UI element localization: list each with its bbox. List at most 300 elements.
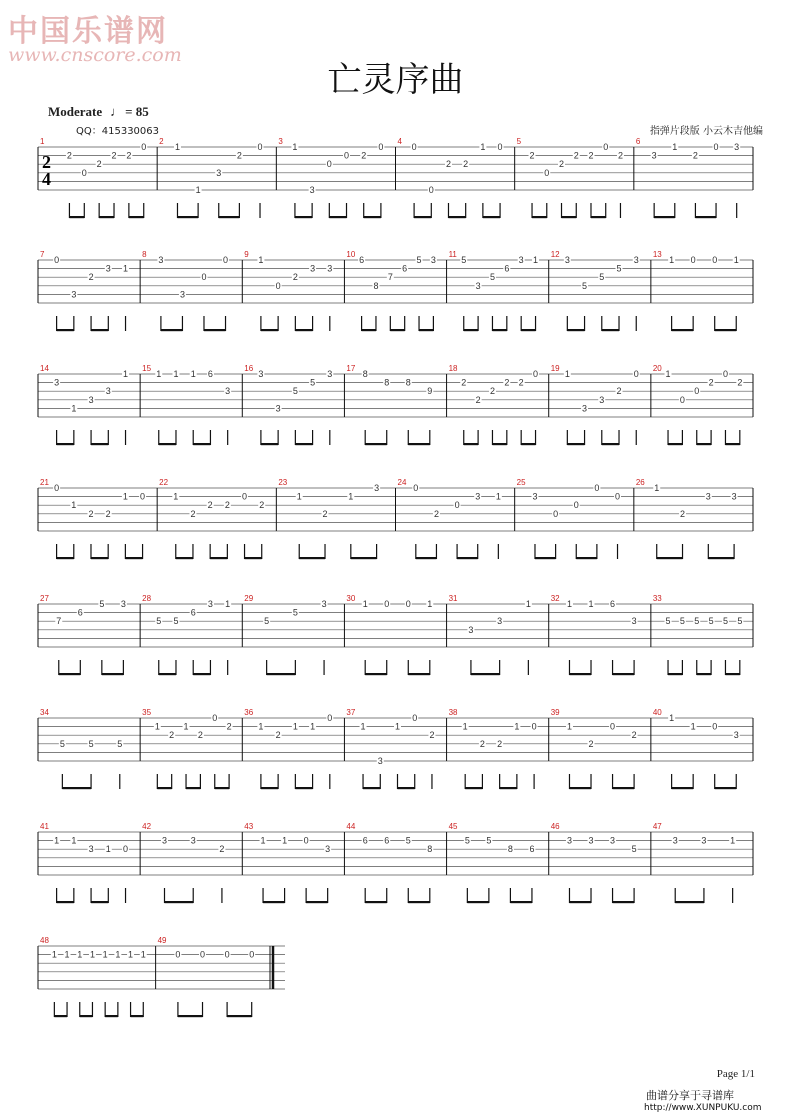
fret-number: 6 xyxy=(402,263,408,274)
rhythm-beam xyxy=(521,443,535,445)
fret-number: 2 xyxy=(461,377,467,388)
fret-number: 0 xyxy=(223,255,229,265)
measure-number: 45 xyxy=(448,822,458,831)
rhythm-beam xyxy=(57,443,74,445)
fret-number: 2 xyxy=(207,500,213,511)
fret-number: 1 xyxy=(190,369,196,379)
measure-number: 7 xyxy=(40,250,45,259)
fret-number: 2 xyxy=(631,730,637,741)
rhythm-beam xyxy=(483,216,500,218)
fret-number: 5 xyxy=(292,607,298,618)
fret-number: 1 xyxy=(495,491,501,502)
fret-number: 6 xyxy=(610,599,616,609)
fret-number: 3 xyxy=(701,835,707,846)
rhythm-beam xyxy=(105,1015,118,1017)
rhythm-beam xyxy=(602,443,619,445)
fret-number: 0 xyxy=(679,394,685,405)
rhythm-beam xyxy=(668,443,682,445)
fret-number: 5 xyxy=(310,377,316,388)
rhythm-beam xyxy=(672,329,694,331)
measure-number: 28 xyxy=(142,594,152,603)
rhythm-beam xyxy=(464,329,478,331)
fret-number: 5 xyxy=(486,835,492,846)
measure-number: 13 xyxy=(652,250,662,259)
rhythm-beam xyxy=(178,1015,203,1017)
rhythm-beam xyxy=(364,216,381,218)
rhythm-beam xyxy=(471,673,500,675)
fret-number: 1 xyxy=(102,949,108,960)
fret-number: 7 xyxy=(387,272,393,283)
rhythm-beam xyxy=(672,787,694,789)
fret-number: 2 xyxy=(617,150,623,161)
fret-number: 0 xyxy=(242,491,248,502)
fret-number: 3 xyxy=(88,844,94,855)
fret-number: 3 xyxy=(610,835,616,846)
tempo-bpm: = 85 xyxy=(125,104,149,119)
fret-number: 1 xyxy=(348,491,354,502)
fret-number: 1 xyxy=(140,949,146,960)
fret-number: 0 xyxy=(573,500,579,511)
rhythm-beam xyxy=(464,443,478,445)
fret-number: 1 xyxy=(71,835,77,846)
fret-number: 3 xyxy=(105,263,111,274)
fret-number: 2 xyxy=(66,150,72,161)
fret-number: 1 xyxy=(690,721,696,732)
rhythm-beam xyxy=(299,557,325,559)
rhythm-beam xyxy=(567,329,584,331)
fret-number: 0 xyxy=(200,949,206,960)
fret-number: 5 xyxy=(99,599,105,609)
rhythm-beam xyxy=(419,329,433,331)
fret-number: 0 xyxy=(201,272,207,283)
fret-number: 1 xyxy=(360,721,366,732)
fret-number: 1 xyxy=(672,142,678,152)
measure-number: 6 xyxy=(635,137,641,146)
fret-number: 2 xyxy=(96,159,102,170)
fret-number: 1 xyxy=(394,721,401,732)
fret-number: 1 xyxy=(173,369,179,379)
fret-number: 1 xyxy=(665,369,671,379)
fret-number: 3 xyxy=(651,150,657,161)
rhythm-beam xyxy=(715,787,737,789)
fret-number: 1 xyxy=(282,835,288,846)
rhythm-beam xyxy=(365,901,387,903)
fret-number: 5 xyxy=(665,616,671,627)
fret-number: 3 xyxy=(325,844,331,855)
fret-number: 1 xyxy=(260,835,266,846)
rhythm-beam xyxy=(725,443,739,445)
fret-number: 2 xyxy=(169,730,175,741)
fret-number: 1 xyxy=(154,721,160,732)
rhythm-beam xyxy=(261,443,278,445)
fret-number: 6 xyxy=(384,835,390,846)
rhythm-beam xyxy=(613,673,635,675)
rhythm-beam xyxy=(91,329,108,331)
fret-number: 2 xyxy=(497,738,503,749)
fret-number: 0 xyxy=(54,255,60,265)
fret-number: 1 xyxy=(292,721,298,732)
rhythm-beam xyxy=(576,557,597,559)
fret-number: 2 xyxy=(573,150,579,161)
fret-number: 6 xyxy=(77,607,83,618)
rhythm-beam xyxy=(131,1015,144,1017)
fret-number: 2 xyxy=(429,730,435,741)
rhythm-beam xyxy=(263,901,285,903)
fret-number: 3 xyxy=(258,369,264,379)
fret-number: 3 xyxy=(475,491,481,502)
fret-number: 2 xyxy=(588,150,594,161)
rhythm-beam xyxy=(306,901,328,903)
rhythm-beam xyxy=(186,787,200,789)
rhythm-beam xyxy=(365,443,387,445)
fret-number: 0 xyxy=(553,508,559,519)
fret-number: 5 xyxy=(616,263,622,274)
rhythm-beam xyxy=(668,673,682,675)
fret-number: 2 xyxy=(322,508,328,519)
fret-number: 5 xyxy=(582,280,588,291)
fret-number: 2 xyxy=(224,500,230,511)
rhythm-beam xyxy=(219,216,240,218)
fret-number: 2 xyxy=(105,508,111,519)
fret-number: 0 xyxy=(633,369,639,379)
fret-number: 5 xyxy=(708,616,714,627)
measure-number: 21 xyxy=(40,478,49,487)
fret-number: 5 xyxy=(461,255,467,265)
rhythm-beam xyxy=(261,329,278,331)
fret-number: 6 xyxy=(362,835,368,846)
fret-number: 3 xyxy=(430,255,436,265)
measure-number: 3 xyxy=(278,137,283,146)
rhythm-beam xyxy=(492,329,506,331)
fret-number: 3 xyxy=(225,386,231,397)
watermark-site-name: 中国乐谱网 xyxy=(8,14,168,49)
fret-number: 1 xyxy=(654,483,660,493)
fret-number: 0 xyxy=(249,949,255,960)
fret-number: 1 xyxy=(669,255,675,265)
fret-number: 0 xyxy=(610,721,616,732)
fret-number: 3 xyxy=(158,255,164,265)
rhythm-beam xyxy=(329,216,346,218)
fret-number: 3 xyxy=(566,835,572,846)
rhythm-beam xyxy=(193,443,210,445)
fret-number: 0 xyxy=(603,142,609,152)
rhythm-beam xyxy=(57,901,74,903)
fret-number: 3 xyxy=(377,756,383,766)
measure-number: 4 xyxy=(397,137,402,146)
fret-number: 1 xyxy=(128,949,134,960)
measure-number: 39 xyxy=(550,708,560,717)
measure-number: 46 xyxy=(550,822,560,831)
fret-number: 5 xyxy=(722,616,728,627)
rhythm-beam xyxy=(54,1015,67,1017)
fret-number: 5 xyxy=(59,738,65,749)
fret-number: 0 xyxy=(690,255,696,265)
fret-number: 2 xyxy=(292,272,298,283)
rhythm-beam xyxy=(521,329,535,331)
measure-number: 41 xyxy=(40,822,49,831)
fret-number: 5 xyxy=(489,272,495,283)
fret-number: 2 xyxy=(680,508,686,519)
fret-number: 0 xyxy=(257,142,263,152)
fret-number: 0 xyxy=(712,255,718,265)
fret-number: 0 xyxy=(326,159,332,170)
fret-number: 0 xyxy=(615,491,621,502)
measure-number: 48 xyxy=(40,936,49,945)
measure-number: 31 xyxy=(448,594,458,603)
fret-number: 3 xyxy=(327,263,333,274)
fret-number: 5 xyxy=(156,616,162,627)
fret-number: 1 xyxy=(54,835,60,846)
fret-number: 2 xyxy=(489,386,495,397)
rhythm-beam xyxy=(362,329,376,331)
measure-number: 8 xyxy=(142,250,147,259)
fret-number: 3 xyxy=(599,394,605,405)
rhythm-beam xyxy=(567,443,584,445)
measure-number: 36 xyxy=(244,708,254,717)
fret-number: 2 xyxy=(588,738,594,749)
rhythm-beam xyxy=(416,557,437,559)
rhythm-beam xyxy=(215,787,229,789)
fret-number: 3 xyxy=(734,142,740,152)
fret-number: 1 xyxy=(258,721,264,732)
rhythm-beam xyxy=(535,557,556,559)
fret-number: 1 xyxy=(174,142,180,152)
measure-number: 15 xyxy=(142,364,152,373)
rhythm-beam xyxy=(69,216,84,218)
rhythm-beam xyxy=(414,216,431,218)
fret-number: 3 xyxy=(321,599,327,609)
fret-number: 0 xyxy=(405,599,411,609)
fret-number: 2 xyxy=(529,150,535,161)
rhythm-beam xyxy=(408,443,430,445)
rhythm-beam xyxy=(365,673,387,675)
rhythm-beam xyxy=(457,557,478,559)
fret-number: 5 xyxy=(416,255,422,265)
fret-number: 1 xyxy=(566,599,572,609)
fret-number: 1 xyxy=(225,599,231,609)
rhythm-beam xyxy=(725,673,739,675)
fret-number: 0 xyxy=(81,167,87,178)
fret-number: 8 xyxy=(405,377,411,388)
fret-number: 8 xyxy=(373,280,379,291)
measure-number: 24 xyxy=(397,478,407,487)
rhythm-beam xyxy=(500,787,517,789)
rhythm-beam xyxy=(408,673,430,675)
fret-number: 2 xyxy=(226,721,232,732)
measure-number: 29 xyxy=(244,594,254,603)
rhythm-beam xyxy=(245,557,262,559)
fret-number: 0 xyxy=(175,949,181,960)
measure-number: 20 xyxy=(652,364,662,373)
measure-number: 16 xyxy=(244,364,254,373)
fret-number: 3 xyxy=(475,280,481,291)
tempo-text: Moderate xyxy=(48,104,103,119)
measure-number: 37 xyxy=(346,708,356,717)
score-title: 亡灵序曲 xyxy=(327,60,464,100)
fret-number: 1 xyxy=(733,255,739,265)
rhythm-beam xyxy=(602,329,619,331)
rhythm-beam xyxy=(295,216,312,218)
fret-number: 2 xyxy=(275,730,281,741)
measure-number: 19 xyxy=(550,364,560,373)
fret-number: 8 xyxy=(384,377,390,388)
rhythm-beam xyxy=(59,673,81,675)
fret-number: 2 xyxy=(708,377,714,388)
rhythm-beam xyxy=(267,673,296,675)
fret-number: 6 xyxy=(190,607,196,618)
fret-number: 3 xyxy=(179,289,185,300)
arranger-credit: 指弹片段版 小云木吉他编 xyxy=(649,126,763,137)
measure-number: 34 xyxy=(40,708,49,717)
fret-number: 1 xyxy=(156,369,162,379)
fret-number: 1 xyxy=(71,403,77,414)
fret-number: 1 xyxy=(258,255,264,265)
measure-number: 30 xyxy=(346,594,356,603)
rhythm-beam xyxy=(657,557,683,559)
rhythm-beam xyxy=(695,216,716,218)
rhythm-beam xyxy=(193,673,210,675)
time-signature-top: 2 xyxy=(42,152,51,172)
fret-number: 1 xyxy=(566,721,572,732)
rhythm-beam xyxy=(129,216,144,218)
rhythm-beam xyxy=(62,787,91,789)
fret-number: 1 xyxy=(525,599,531,609)
fret-number: 2 xyxy=(463,159,469,170)
fret-number: 0 xyxy=(413,483,419,493)
fret-number: 6 xyxy=(359,255,365,265)
rhythm-beam xyxy=(91,901,108,903)
fret-number: 2 xyxy=(475,394,481,405)
fret-number: 1 xyxy=(122,491,128,502)
rhythm-beam xyxy=(57,329,74,331)
rhythm-beam xyxy=(492,443,506,445)
fret-number: 2 xyxy=(88,272,94,283)
fret-number: 2 xyxy=(197,730,203,741)
fret-number: 8 xyxy=(362,369,368,379)
rhythm-beam xyxy=(161,329,183,331)
fret-number: 3 xyxy=(731,491,737,502)
fret-number: 5 xyxy=(117,738,123,749)
rhythm-beam xyxy=(159,673,176,675)
rhythm-beam xyxy=(562,216,577,218)
fret-number: 0 xyxy=(141,142,147,152)
measure-number: 12 xyxy=(550,250,560,259)
fret-number: 1 xyxy=(362,599,368,609)
fret-number: 1 xyxy=(183,721,189,732)
rhythm-beam xyxy=(465,787,482,789)
measure-number: 27 xyxy=(40,594,49,603)
fret-number: 3 xyxy=(190,835,196,846)
rhythm-beam xyxy=(532,216,547,218)
fret-number: 2 xyxy=(737,377,743,388)
fret-number: 3 xyxy=(275,403,281,414)
fret-number: 0 xyxy=(327,713,333,723)
fret-number: 3 xyxy=(105,386,111,397)
fret-number: 0 xyxy=(533,369,539,379)
fret-number: 1 xyxy=(730,835,736,846)
rhythm-beam xyxy=(295,787,312,789)
fret-number: 1 xyxy=(588,599,594,609)
fret-number: 2 xyxy=(518,377,524,388)
fret-number: 0 xyxy=(713,142,719,152)
page-number: Page 1/1 xyxy=(716,1068,755,1080)
rhythm-beam xyxy=(261,787,278,789)
rhythm-beam xyxy=(591,216,606,218)
fret-number: 0 xyxy=(344,150,350,161)
fret-number: 3 xyxy=(216,167,222,178)
fret-number: 3 xyxy=(532,491,538,502)
fret-number: 3 xyxy=(633,255,639,265)
fret-number: 5 xyxy=(679,616,685,627)
fret-number: 0 xyxy=(411,142,417,152)
rhythm-beam xyxy=(715,329,737,331)
rhythm-beam xyxy=(697,673,711,675)
measure-number: 10 xyxy=(346,250,356,259)
rhythm-beam xyxy=(708,557,734,559)
fret-number: 1 xyxy=(105,844,111,855)
fret-number: 0 xyxy=(694,386,700,397)
fret-number: 1 xyxy=(71,500,77,511)
measure-number: 17 xyxy=(346,364,356,373)
measure-number: 14 xyxy=(40,364,49,373)
time-signature-bottom: 4 xyxy=(42,169,51,189)
fret-number: 0 xyxy=(722,369,728,379)
rhythm-beam xyxy=(295,443,312,445)
fret-number: 6 xyxy=(504,263,510,274)
fret-number: 6 xyxy=(207,369,213,379)
fret-number: 0 xyxy=(378,142,384,152)
rhythm-beam xyxy=(363,787,380,789)
fret-number: 3 xyxy=(468,624,474,635)
measure-number: 22 xyxy=(159,478,169,487)
fret-number: 1 xyxy=(514,721,520,732)
rhythm-beam xyxy=(176,557,193,559)
fret-number: 6 xyxy=(529,844,535,855)
fret-number: 5 xyxy=(292,386,298,397)
rhythm-beam xyxy=(99,216,114,218)
fret-number: 3 xyxy=(374,483,380,493)
fret-number: 0 xyxy=(544,167,550,178)
measure-number: 5 xyxy=(516,137,522,146)
footer-url: http://www.XUNPUKU.com xyxy=(644,1103,762,1113)
measure-number: 11 xyxy=(448,250,457,259)
fret-number: 3 xyxy=(161,835,168,846)
rhythm-beam xyxy=(295,329,312,331)
fret-number: 5 xyxy=(405,835,411,846)
fret-number: 1 xyxy=(564,369,570,379)
fret-number: 1 xyxy=(669,713,675,723)
measure-number: 38 xyxy=(448,708,458,717)
fret-number: 5 xyxy=(599,272,605,283)
fret-number: 1 xyxy=(310,721,316,732)
measure-number: 32 xyxy=(550,594,560,603)
rhythm-beam xyxy=(80,1015,93,1017)
rhythm-beam xyxy=(510,901,532,903)
fret-number: 7 xyxy=(56,616,62,627)
rhythm-beam xyxy=(157,787,171,789)
rhythm-beam xyxy=(210,557,227,559)
fret-number: 1 xyxy=(64,949,70,960)
fret-number: 2 xyxy=(433,508,439,519)
measure-number: 44 xyxy=(346,822,356,831)
fret-number: 5 xyxy=(737,616,743,627)
rhythm-beam xyxy=(697,443,711,445)
fret-number: 1 xyxy=(77,949,83,960)
rhythm-beam xyxy=(613,901,635,903)
fret-number: 1 xyxy=(480,142,486,152)
fret-number: 1 xyxy=(195,185,201,195)
fret-number: 2 xyxy=(219,844,225,855)
